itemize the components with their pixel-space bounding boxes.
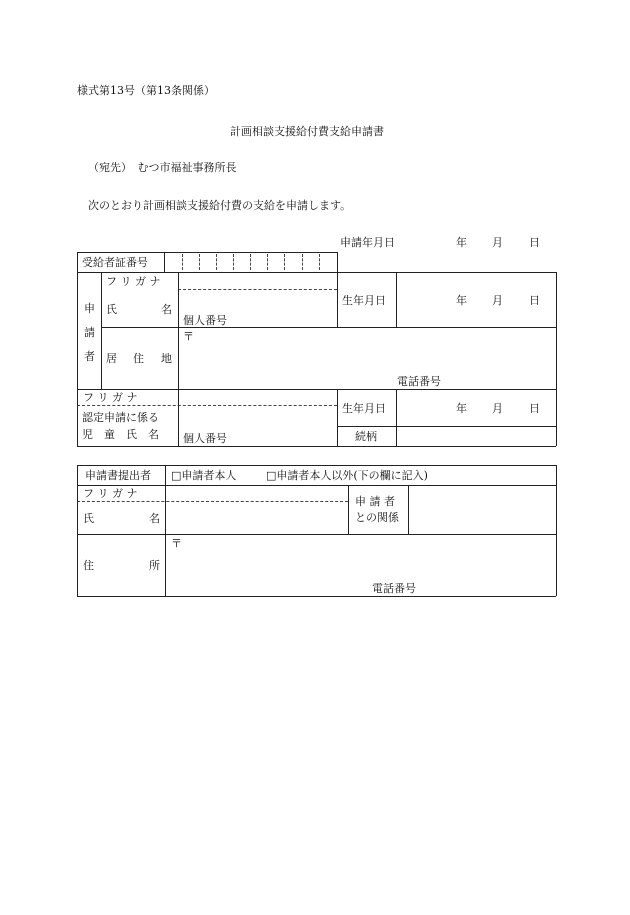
application-date-month: 月 bbox=[492, 236, 503, 249]
submitter-address-label-a: 住 bbox=[83, 559, 94, 572]
birth-date-day: 日 bbox=[529, 294, 540, 307]
submitter-name-label-a: 氏 bbox=[83, 512, 94, 525]
birth-date-year: 年 bbox=[456, 294, 467, 307]
child-furigana-label: フ リ ガ ナ bbox=[83, 391, 138, 404]
intro-text: 次のとおり計画相談支援給付費の支給を申請します。 bbox=[88, 199, 352, 212]
child-birth-date-year: 年 bbox=[456, 402, 467, 415]
child-name-label-line1: 認定申請に係る bbox=[82, 411, 159, 424]
form-title: 計画相談支援給付費支給申請書 bbox=[230, 125, 384, 138]
submitter-phone-label: 電話番号 bbox=[372, 582, 416, 595]
address-label-c: 地 bbox=[161, 352, 172, 365]
recipient-number-label: 受給者証番号 bbox=[82, 256, 148, 269]
address-label-b: 住 bbox=[133, 352, 144, 365]
birth-date-month: 月 bbox=[492, 294, 503, 307]
individual-number-label: 個人番号 bbox=[183, 314, 227, 327]
addressee: （宛先） むつ市福祉事務所長 bbox=[88, 161, 237, 174]
submitter-postal-mark: 〒 bbox=[171, 537, 182, 550]
application-date-label: 申請年月日 bbox=[340, 236, 395, 249]
application-date-day: 日 bbox=[529, 236, 540, 249]
submitter-name-label-b: 名 bbox=[149, 512, 160, 525]
submitter-label: 申請書提出者 bbox=[85, 469, 151, 482]
relationship-label: 続柄 bbox=[355, 430, 377, 443]
name-label-b: 名 bbox=[161, 303, 172, 316]
postal-mark: 〒 bbox=[183, 330, 194, 343]
child-name-label-line2: 児 童 氏 名 bbox=[82, 428, 159, 441]
option-self-checkbox[interactable]: □申請者本人 bbox=[171, 469, 237, 482]
name-label-a: 氏 bbox=[106, 303, 117, 316]
child-individual-number-label: 個人番号 bbox=[183, 432, 227, 445]
birth-date-label: 生年月日 bbox=[342, 294, 386, 307]
relation-label-line1: 申 請 者 bbox=[355, 495, 395, 508]
child-birth-date-day: 日 bbox=[529, 402, 540, 415]
submitter-address-label-b: 所 bbox=[149, 559, 160, 572]
submitter-furigana-label: フ リ ガ ナ bbox=[83, 487, 138, 500]
address-label-a: 居 bbox=[106, 352, 117, 365]
applicant-group-2: 請 bbox=[84, 326, 95, 339]
application-date-year: 年 bbox=[456, 236, 467, 249]
form-number: 様式第13号（第13条関係） bbox=[77, 84, 215, 97]
applicant-group-3: 者 bbox=[84, 350, 95, 363]
furigana-label: フ リ ガ ナ bbox=[106, 275, 161, 288]
child-birth-date-month: 月 bbox=[492, 402, 503, 415]
applicant-group-1: 申 bbox=[84, 302, 95, 315]
phone-label: 電話番号 bbox=[397, 375, 441, 388]
relation-label-line2: との関係 bbox=[355, 511, 399, 524]
child-birth-date-label: 生年月日 bbox=[342, 402, 386, 415]
option-other-checkbox[interactable]: □申請者本人以外(下の欄に記入) bbox=[266, 469, 428, 482]
